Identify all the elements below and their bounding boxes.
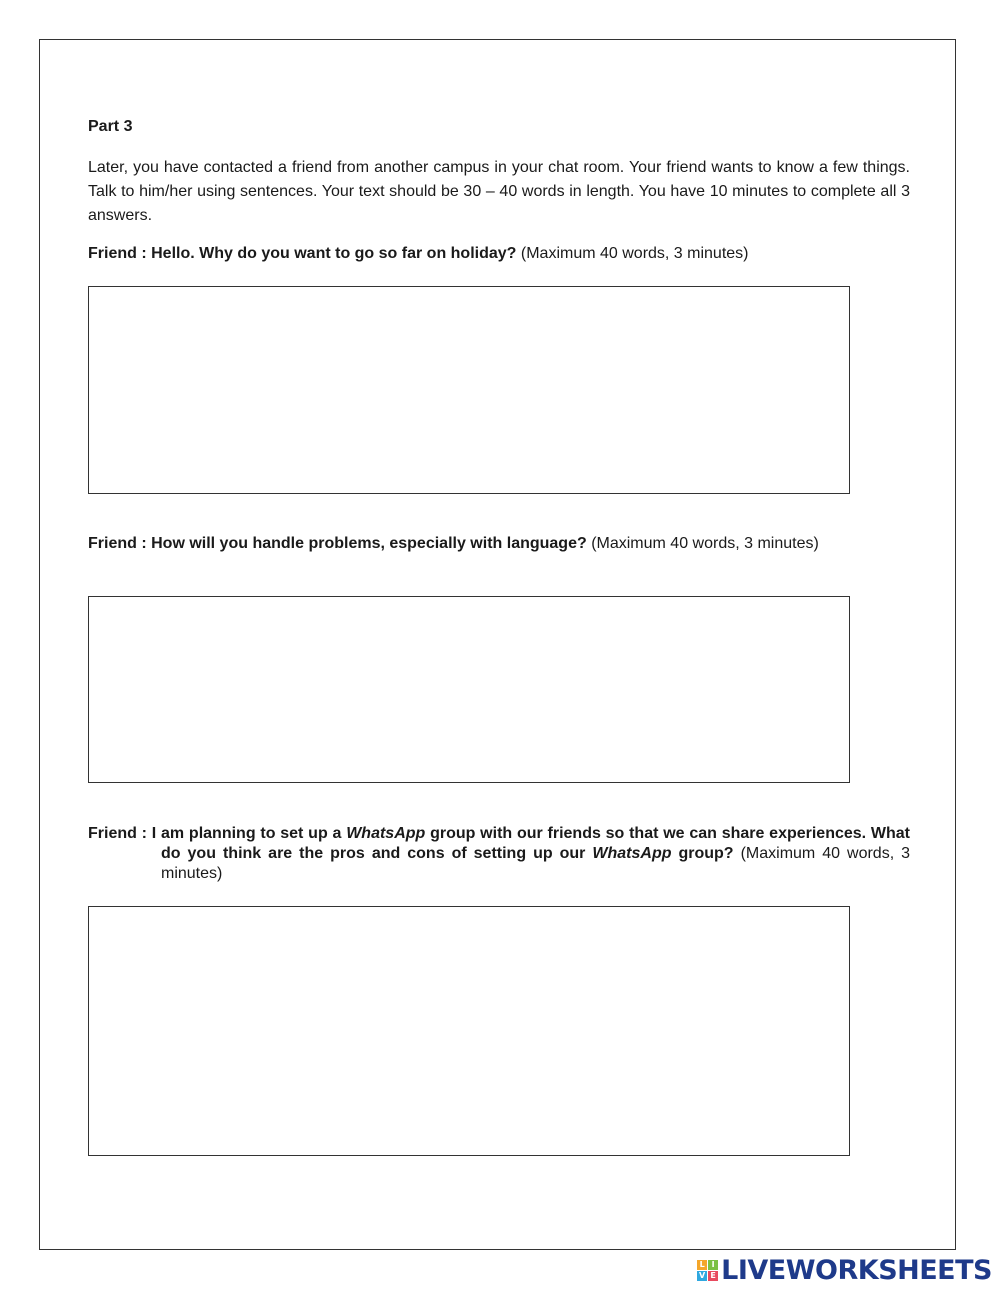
brand-name: LIVEWORKSHEETS [721,1254,992,1286]
question-3-app-name-b: WhatsApp [592,845,672,862]
instructions-paragraph: Later, you have contacted a friend from another campus in your chat room. Your friend wants to know a few things. Talk to him/her using sentences. Your text should be 30 – 40 words in length. You have 10 minutes to complete all 3 answers. [88,159,910,224]
answer-box-3[interactable] [88,906,850,1156]
logo-tile-i: I [708,1260,718,1270]
question-3-text-a: I am planning to set up a [151,825,347,842]
question-2-text: How will you handle problems, especially with language? [151,535,587,552]
question-1-note: (Maximum 40 words, 3 minutes) [516,245,749,262]
logo-tile-e: E [708,1271,718,1281]
question-3 [88,824,910,884]
question-3-text-b: group with our friends so that we can share experiences. What do you think are the pros and cons of setting up our [161,825,911,862]
question-1-text: Hello. Why do you want to go so far on holiday? [151,245,517,262]
part-heading: Part 3 [88,118,133,135]
question-3-speaker: Friend : [88,825,152,842]
question-2 [88,534,910,554]
question-3-app-name-a: WhatsApp [346,825,426,842]
logo-tile-v: V [699,1270,706,1280]
question-2-note: (Maximum 40 words, 3 minutes) [586,535,819,552]
question-1 [88,244,910,264]
answer-box-2[interactable] [88,596,850,783]
question-1-speaker: Friend : [88,245,152,262]
question-3-text-c: group? [671,845,734,862]
question-2-speaker: Friend : [88,535,152,552]
liveworksheets-brand [697,1255,992,1285]
logo-tile-l: L [697,1260,707,1270]
answer-box-1[interactable] [88,286,850,494]
brand-logo-icon [697,1260,718,1281]
question-3-note: (Maximum 40 words, 3 minutes) [161,845,911,882]
